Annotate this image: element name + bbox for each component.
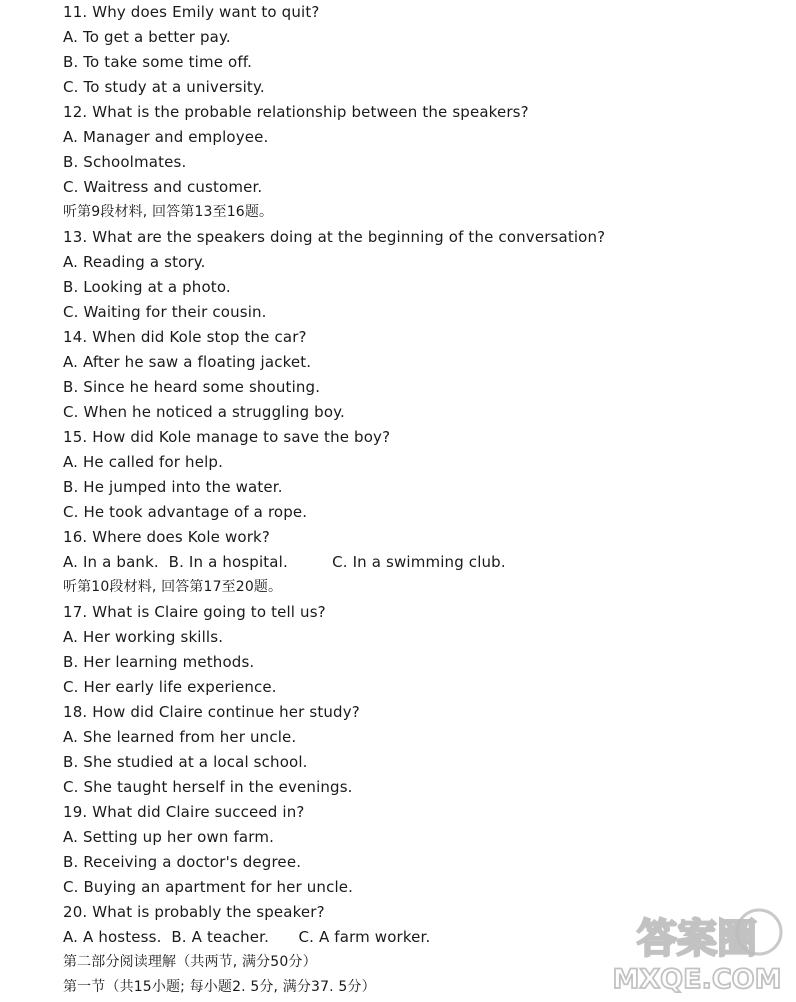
option-15-c: C. He took advantage of a rope. bbox=[63, 503, 308, 521]
option-15-b: B. He jumped into the water. bbox=[63, 478, 283, 496]
section-instruction-9: 听第9段材料, 回答第13至16题。 bbox=[63, 204, 274, 220]
question-20: 20. What is probably the speaker? bbox=[63, 903, 325, 921]
option-12-c: C. Waitress and customer. bbox=[63, 178, 263, 196]
watermark-text-bottom: MXQE.COM bbox=[612, 964, 782, 994]
option-17-a: A. Her working skills. bbox=[63, 628, 224, 646]
question-13: 13. What are the speakers doing at the beginning of the conversation? bbox=[63, 228, 606, 246]
option-18-c: C. She taught herself in the evenings. bbox=[63, 778, 353, 796]
watermark-text-top: 答案圈 bbox=[637, 916, 757, 962]
section-instruction-10: 听第10段材料, 回答第17至20题。 bbox=[63, 579, 283, 595]
option-19-a: A. Setting up her own farm. bbox=[63, 828, 275, 846]
option-17-b: B. Her learning methods. bbox=[63, 653, 255, 671]
question-19: 19. What did Claire succeed in? bbox=[63, 803, 305, 821]
option-15-a: A. He called for help. bbox=[63, 453, 223, 471]
option-13-b: B. Looking at a photo. bbox=[63, 278, 231, 296]
question-15: 15. How did Kole manage to save the boy? bbox=[63, 428, 391, 446]
question-16: 16. Where does Kole work? bbox=[63, 528, 270, 546]
option-19-b: B. Receiving a doctor's degree. bbox=[63, 853, 302, 871]
option-12-b: B. Schoolmates. bbox=[63, 153, 187, 171]
question-11: 11. Why does Emily want to quit? bbox=[63, 3, 320, 21]
option-19-c: C. Buying an apartment for her uncle. bbox=[63, 878, 354, 896]
question-12: 12. What is the probable relationship between the speakers? bbox=[63, 103, 529, 121]
option-11-c: C. To study at a university. bbox=[63, 78, 265, 96]
option-14-a: A. After he saw a floating jacket. bbox=[63, 353, 312, 371]
option-17-c: C. Her early life experience. bbox=[63, 678, 277, 696]
option-11-a: A. To get a better pay. bbox=[63, 28, 231, 46]
options-20: A. A hostess. B. A teacher. C. A farm worker. bbox=[63, 928, 431, 946]
options-16: A. In a bank. B. In a hospital. C. In a swimming club. bbox=[63, 553, 506, 571]
option-18-a: A. She learned from her uncle. bbox=[63, 728, 297, 746]
option-14-c: C. When he noticed a struggling boy. bbox=[63, 403, 345, 421]
option-12-a: A. Manager and employee. bbox=[63, 128, 269, 146]
option-13-c: C. Waiting for their cousin. bbox=[63, 303, 267, 321]
option-11-b: B. To take some time off. bbox=[63, 53, 253, 71]
option-18-b: B. She studied at a local school. bbox=[63, 753, 308, 771]
question-18: 18. How did Claire continue her study? bbox=[63, 703, 360, 721]
question-17: 17. What is Claire going to tell us? bbox=[63, 603, 326, 621]
option-13-a: A. Reading a story. bbox=[63, 253, 206, 271]
option-14-b: B. Since he heard some shouting. bbox=[63, 378, 321, 396]
question-14: 14. When did Kole stop the car? bbox=[63, 328, 307, 346]
part-two-heading: 第二部分阅读理解（共两节, 满分50分） bbox=[63, 954, 317, 970]
document-body bbox=[63, 0, 783, 1000]
section-one-heading: 第一节（共15小题; 每小题2. 5分, 满分37. 5分） bbox=[63, 979, 376, 995]
